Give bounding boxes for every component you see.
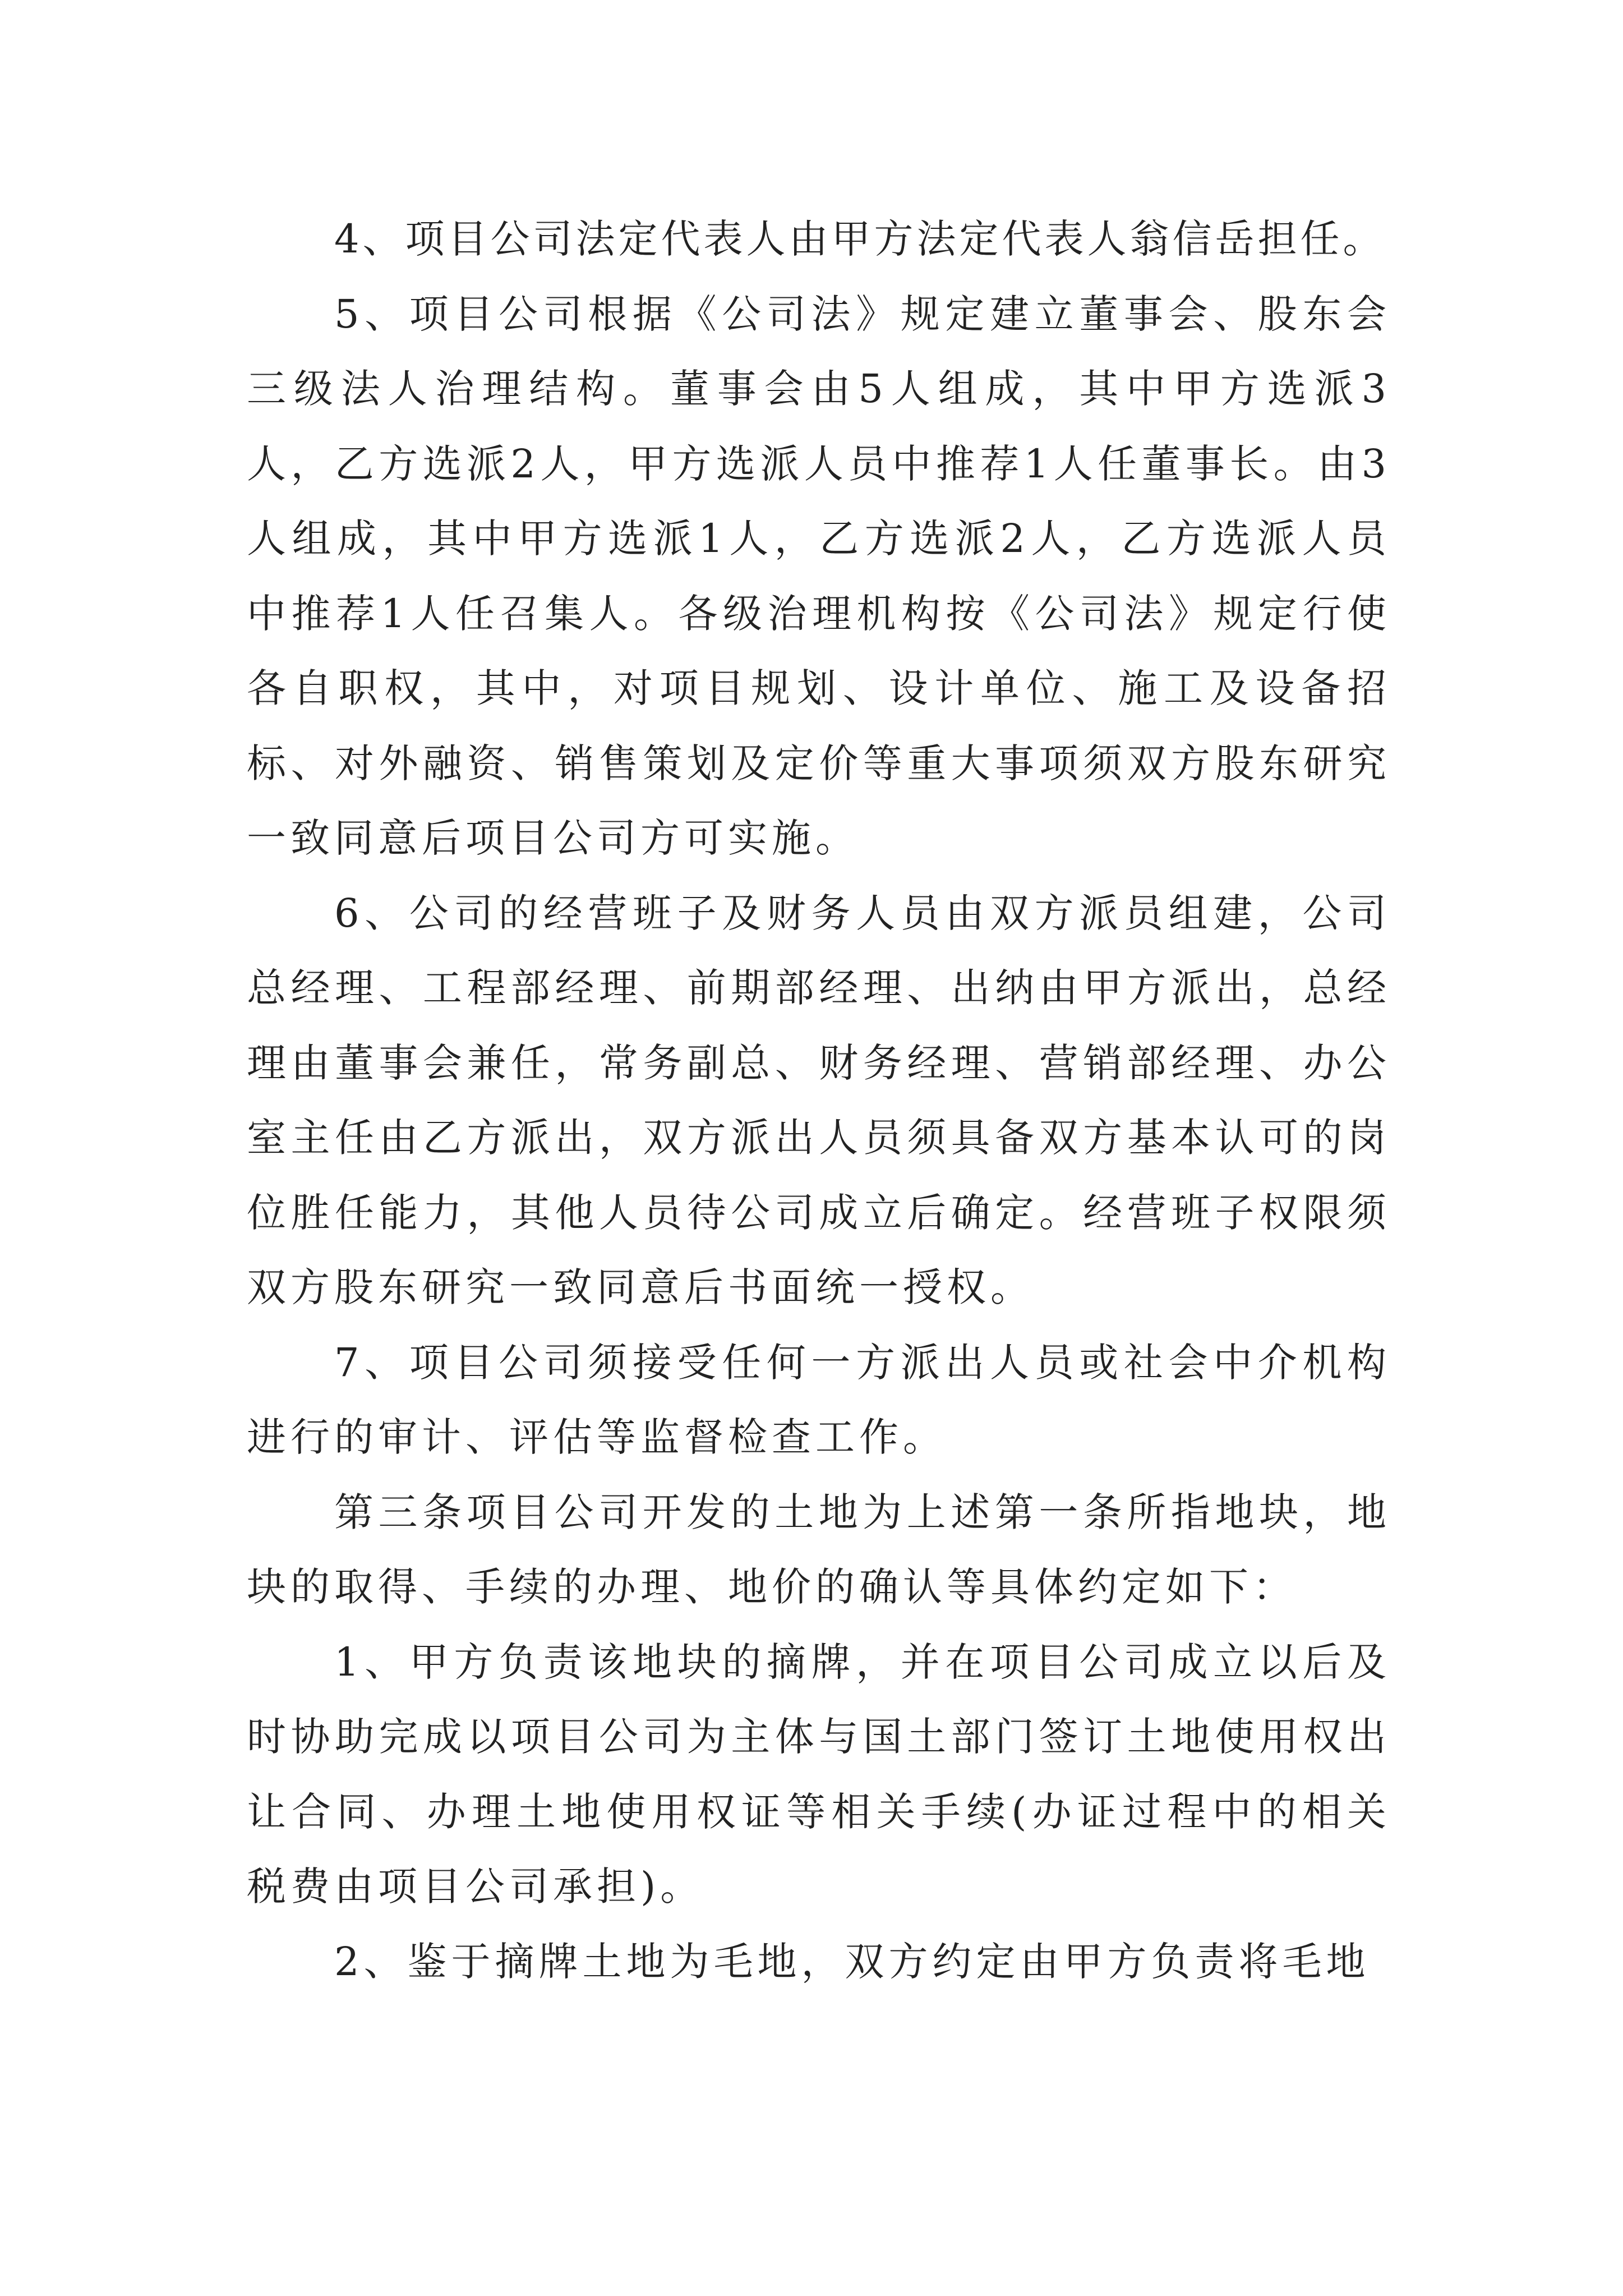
paragraph-audit-supervision: 7、项目公司须接受任何一方派出人员或社会中介机构进行的审计、评估等监督检查工作。 bbox=[247, 1339, 1391, 1460]
paragraph-article-three: 第三条项目公司开发的土地为上述第一条所指地块，地块的取得、手续的办理、地价的确认等具体约定如下： bbox=[247, 1489, 1391, 1610]
paragraph-raw-land: 2、鉴于摘牌土地为毛地，双方约定由甲方负责将毛地 bbox=[334, 1938, 1370, 1985]
paragraph-governance-structure: 5、项目公司根据《公司法》规定建立董事会、股东会三级法人治理结构。董事会由5人组成，其中甲方选派3人，乙方选派2人，甲方选派人员中推荐1人任董事长。由3人组成，其中甲方选派1人，乙方选派2人，乙方选派人员中推荐1人任召集人。各级治理机构按《公司法》规定行使各自职权，其中，对项目规划、设计单位、施工及设备招标、对外融资、销售策划及定价等重大事项须双方股东研究一致同意后项目公司方可实施。 bbox=[247, 291, 1391, 861]
paragraph-management-team: 6、公司的经营班子及财务人员由双方派员组建，公司总经理、工程部经理、前期部经理、出纳由甲方派出，总经理由董事会兼任，常务副总、财务经理、营销部经理、办公室主任由乙方派出，双方派出人员须具备双方基本认可的岗位胜任能力，其他人员待公司成立后确定。经营班子权限须双方股东研究一致同意后书面统一授权。 bbox=[247, 890, 1391, 1310]
paragraph-legal-representative: 4、项目公司法定代表人由甲方法定代表人翁信岳担任。 bbox=[334, 216, 1386, 262]
paragraph-land-acquisition: 1、甲方负责该地块的摘牌，并在项目公司成立以后及时协助完成以项目公司为主体与国土部门签订土地使用权出让合同、办理土地使用权证等相关手续(办证过程中的相关税费由项目公司承担)。 bbox=[247, 1639, 1391, 1910]
document-body bbox=[247, 202, 1391, 1999]
